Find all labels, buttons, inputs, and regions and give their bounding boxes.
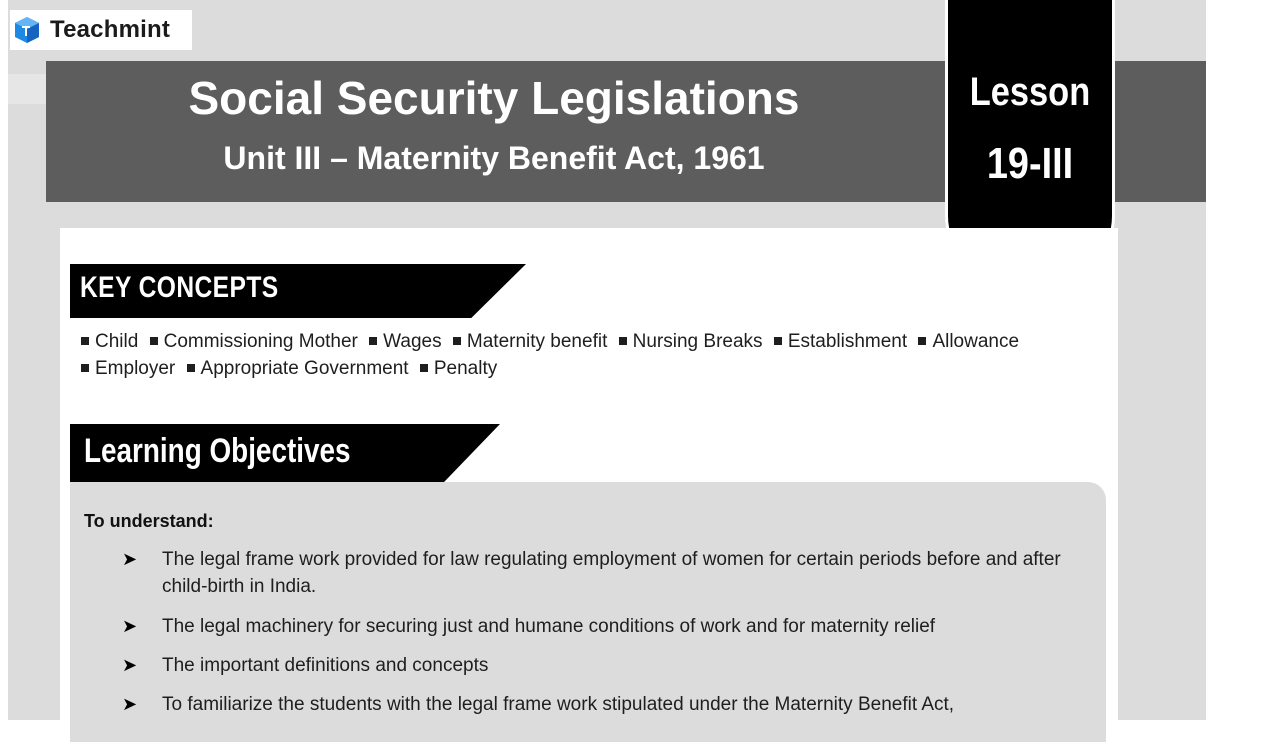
arrow-bullet-icon: ➤	[122, 694, 138, 714]
page-title: Social Security Legislations	[188, 72, 800, 124]
arrow-bullet-icon: ➤	[122, 549, 138, 569]
square-bullet-icon	[420, 364, 428, 372]
concept-item: Child	[81, 331, 138, 352]
concept-item: Maternity benefit	[453, 331, 607, 352]
square-bullet-icon	[774, 337, 782, 345]
square-bullet-icon	[150, 337, 158, 345]
lesson-label: Lesson	[969, 70, 1091, 114]
arrow-bullet-icon: ➤	[122, 616, 138, 636]
teachmint-logo[interactable]	[10, 10, 192, 50]
concepts-line-1	[81, 328, 1121, 355]
square-bullet-icon	[918, 337, 926, 345]
key-concepts-list	[81, 328, 1121, 382]
concept-item: Allowance	[918, 331, 1019, 352]
left-edge	[0, 0, 8, 720]
key-concepts-heading: KEY CONCEPTS	[80, 271, 279, 304]
square-bullet-icon	[81, 337, 89, 345]
arrow-bullet-icon: ➤	[122, 655, 138, 675]
teachmint-logo-icon	[12, 15, 42, 45]
logo-text: Teachmint	[50, 16, 171, 43]
concept-item: Nursing Breaks	[619, 331, 763, 352]
page-subtitle: Unit III – Maternity Benefit Act, 1961	[223, 140, 765, 176]
concept-item: Appropriate Government	[187, 358, 409, 379]
left-tab-decoration	[8, 74, 46, 104]
square-bullet-icon	[81, 364, 89, 372]
concept-item: Wages	[369, 331, 441, 352]
concept-item: Commissioning Mother	[150, 331, 358, 352]
concept-item: Employer	[81, 358, 175, 379]
lesson-number: 19-III	[986, 139, 1074, 188]
concepts-line-2	[81, 355, 1121, 382]
square-bullet-icon	[453, 337, 461, 345]
objectives-intro: To understand:	[84, 511, 214, 531]
learning-objectives-heading: Learning Objectives	[84, 432, 351, 470]
concept-item: Establishment	[774, 331, 907, 352]
square-bullet-icon	[187, 364, 195, 372]
square-bullet-icon	[369, 337, 377, 345]
concept-item: Penalty	[420, 358, 497, 379]
square-bullet-icon	[619, 337, 627, 345]
